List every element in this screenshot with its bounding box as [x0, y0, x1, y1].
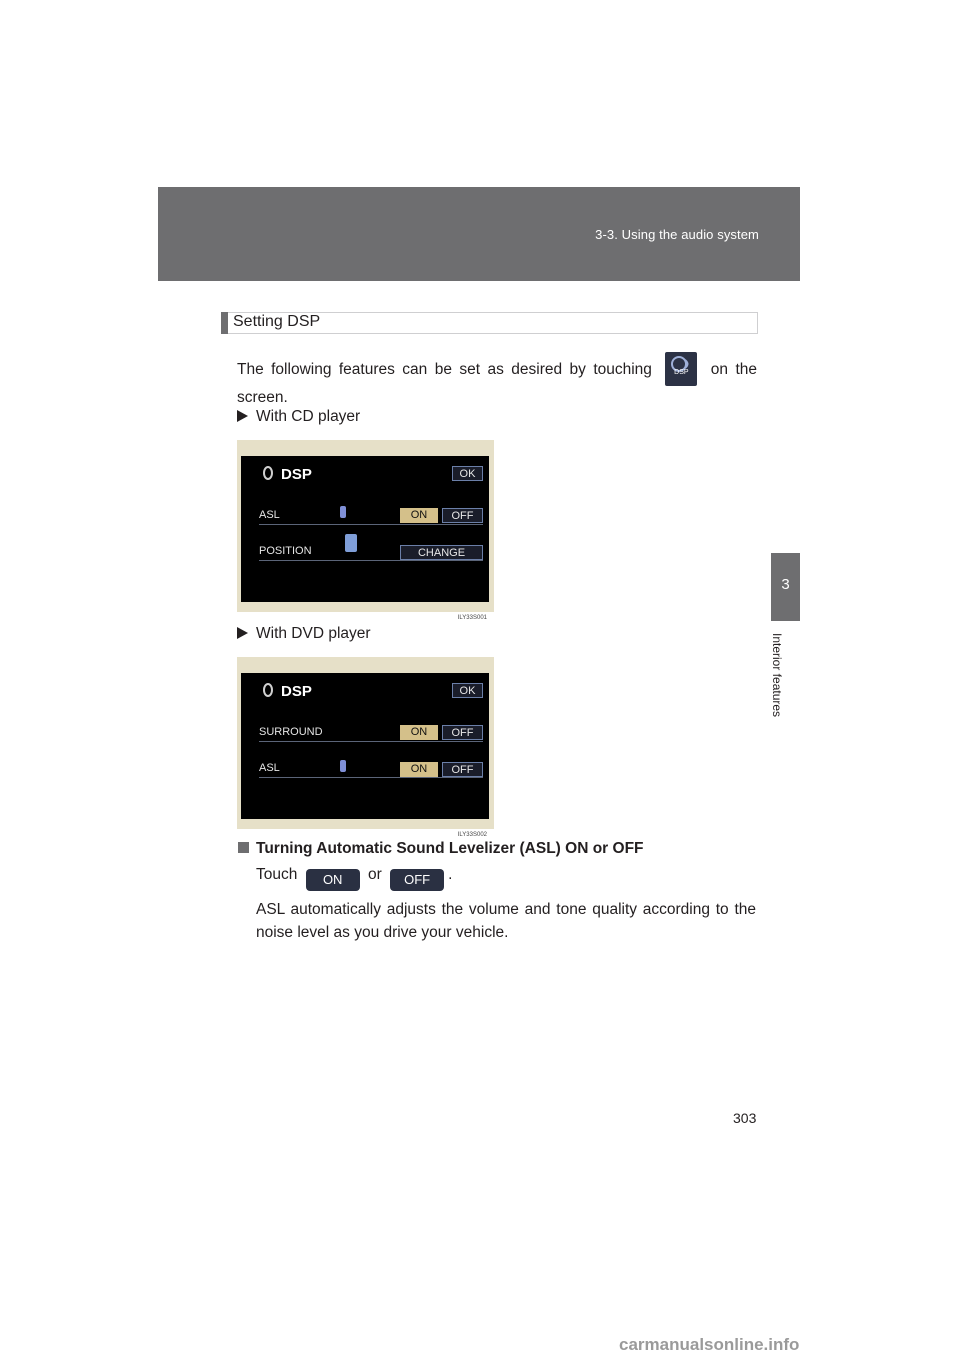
dvd-asl-on-button[interactable]: ON: [400, 762, 438, 777]
asl-description: ASL automatically adjusts the volume and tone quality according to the noise level as you drive your vehicle.: [256, 901, 756, 941]
cd-caption: [237, 408, 360, 426]
cd-caption-text: With CD player: [256, 408, 361, 425]
square-bullet-icon: [238, 842, 249, 853]
triangle-bullet-icon: [237, 627, 248, 639]
dvd-dsp-screenshot: [237, 657, 494, 838]
chapter-number: 3: [781, 576, 790, 593]
intro-paragraph: [237, 352, 757, 409]
touch-text: Touch: [256, 866, 298, 883]
asl-meter-icon: [340, 506, 346, 518]
cd-asl-off-button[interactable]: OFF: [442, 508, 483, 523]
row-divider: [259, 741, 483, 742]
asl-subheading: [238, 840, 644, 858]
cd-dsp-screenshot: [237, 440, 494, 621]
section-title: Setting DSP: [233, 313, 321, 330]
dvd-caption: [237, 625, 371, 643]
speaker-position-icon: [345, 534, 357, 552]
dsp-button-icon-caption: DSP: [674, 369, 689, 376]
dvd-screen-title: DSP: [281, 683, 312, 700]
row-divider: [259, 524, 483, 525]
dsp-sound-icon: [263, 466, 273, 480]
dsp-button-icon: [665, 352, 697, 386]
page-number: 303: [733, 1110, 757, 1126]
chapter-label-text: Interior features: [770, 633, 784, 718]
chapter-header-band: [158, 187, 800, 281]
cd-change-button[interactable]: CHANGE: [400, 545, 483, 560]
dvd-surround-on-button[interactable]: ON: [400, 725, 438, 740]
chapter-tab: [771, 553, 800, 621]
chapter-label: [770, 633, 802, 733]
cd-figure-id: ILY33S001: [455, 615, 490, 621]
on-button-graphic: ON: [306, 869, 360, 891]
section-title-bar: [221, 312, 228, 334]
asl-touch-line: [256, 866, 452, 891]
dvd-row1-label: SURROUND: [259, 726, 323, 738]
asl-meter-icon: [340, 760, 346, 772]
period-text: .: [448, 866, 453, 883]
row-divider: [259, 777, 483, 778]
off-button-graphic: OFF: [390, 869, 444, 891]
dvd-figure-id: ILY33S002: [455, 832, 490, 838]
dsp-sound-icon: [263, 683, 273, 697]
intro-text-before: The following features can be set as desired by touching: [237, 361, 652, 378]
triangle-bullet-icon: [237, 410, 248, 422]
breadcrumb: 3-3. Using the audio system: [595, 227, 759, 242]
cd-asl-on-button[interactable]: ON: [400, 508, 438, 523]
asl-heading-text: Turning Automatic Sound Levelizer (ASL) ON or OFF: [256, 840, 644, 857]
dvd-surround-off-button[interactable]: OFF: [442, 725, 483, 740]
dvd-asl-off-button[interactable]: OFF: [442, 762, 483, 777]
cd-screen-title: DSP: [281, 466, 312, 483]
dvd-screen: [241, 673, 489, 819]
cd-screen: [241, 456, 489, 602]
intro-text-after: on the screen.: [237, 361, 758, 406]
dvd-ok-button[interactable]: OK: [452, 683, 483, 698]
watermark: carmanualsonline.info: [619, 1335, 800, 1354]
cd-ok-button[interactable]: OK: [452, 466, 483, 481]
dvd-row2-label: ASL: [259, 762, 280, 774]
dvd-caption-text: With DVD player: [256, 625, 371, 642]
or-text: or: [368, 866, 382, 883]
cd-row2-label: POSITION: [259, 545, 312, 557]
cd-row1-label: ASL: [259, 509, 280, 521]
